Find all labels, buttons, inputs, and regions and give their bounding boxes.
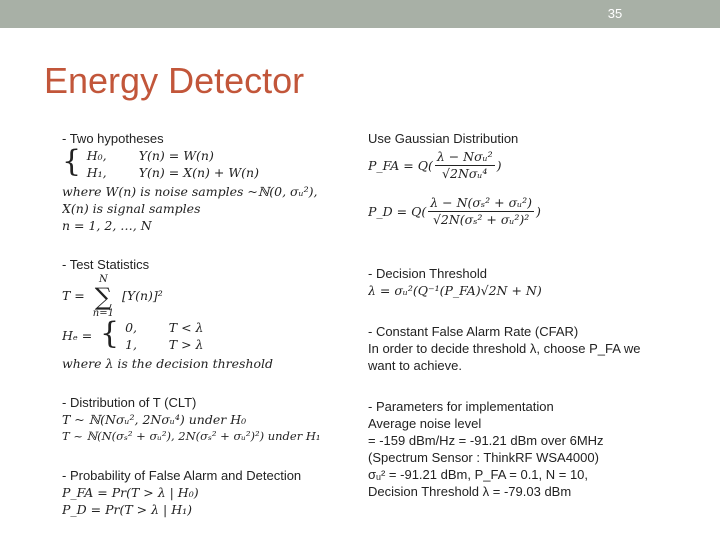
pd-definition: P_D = Pr(T > λ | H₁) bbox=[62, 502, 192, 517]
slide-title: Energy Detector bbox=[44, 60, 305, 101]
decision-case-0: 0, T < λ bbox=[125, 320, 204, 335]
parameters-heading: - Parameters for implementation bbox=[368, 399, 554, 414]
signal-definition: X(n) is signal samples bbox=[62, 201, 201, 216]
decision-brace: { bbox=[99, 316, 120, 351]
sum-upper: N bbox=[99, 273, 108, 285]
threshold-equation: λ = σᵤ²(Q⁻¹(P_FA)√2N + N) bbox=[368, 283, 542, 298]
average-noise-label: Average noise level bbox=[368, 416, 482, 431]
left-brace: { bbox=[62, 144, 82, 179]
distribution-heading: - Distribution of T (CLT) bbox=[62, 395, 197, 410]
h0-equation: Y(n) = W(n) bbox=[138, 148, 214, 163]
sum-lower: n=1 bbox=[92, 307, 114, 319]
n-range: n = 1, 2, …, N bbox=[62, 218, 152, 233]
decision-rule bbox=[62, 316, 352, 355]
sigma-symbol: ∑ bbox=[94, 282, 112, 311]
hypotheses-heading: - Two hypotheses bbox=[62, 131, 164, 146]
top-banner bbox=[0, 0, 720, 28]
pd-numerator: λ − N(σₛ² + σᵤ²) bbox=[430, 195, 532, 210]
pd-fraction bbox=[428, 195, 534, 228]
noise-value: = -159 dBm/Hz = -91.21 dBm over 6MHz bbox=[368, 433, 604, 448]
pfa-lhs: P_FA = Q( bbox=[368, 158, 433, 173]
left-column bbox=[62, 130, 352, 522]
parameters-line: σᵤ² = -91.21 dBm, P_FA = 0.1, N = 10, bbox=[368, 467, 589, 482]
cfar-heading: - Constant False Alarm Rate (CFAR) bbox=[368, 324, 579, 339]
pfa-numerator: λ − Nσᵤ² bbox=[436, 149, 493, 164]
pfa-definition: P_FA = Pr(T > λ | H₀) bbox=[62, 485, 199, 500]
pfa-close: ) bbox=[496, 158, 502, 173]
pfa-denominator: √2Nσᵤ⁴ bbox=[442, 166, 488, 181]
right-column bbox=[368, 130, 668, 522]
decision-case-1: 1, T > λ bbox=[125, 337, 204, 352]
pfa-fraction bbox=[435, 149, 495, 182]
noise-definition: where W(n) is noise samples ~ℕ(0, σᵤ²), bbox=[62, 184, 318, 199]
he-lhs: Hₑ = bbox=[62, 328, 93, 343]
decision-cases bbox=[125, 319, 203, 353]
page-number: 35 bbox=[607, 6, 623, 21]
probability-heading: - Probability of False Alarm and Detection bbox=[62, 468, 302, 483]
h1-equation: Y(n) = X(n) + W(n) bbox=[138, 165, 259, 180]
sensor-name: (Spectrum Sensor : ThinkRF WSA4000) bbox=[368, 450, 599, 465]
pfa-formula bbox=[368, 149, 668, 189]
gaussian-heading: Use Gaussian Distribution bbox=[368, 131, 519, 146]
test-statistic-formula bbox=[62, 273, 352, 319]
threshold-value: Decision Threshold λ = -79.03 dBm bbox=[368, 484, 572, 499]
cfar-line-2: want to achieve. bbox=[368, 358, 462, 373]
lambda-definition: where λ is the decision threshold bbox=[62, 356, 274, 371]
t-lhs: T = bbox=[62, 288, 85, 303]
cases-block bbox=[87, 147, 259, 181]
pd-close: ) bbox=[535, 204, 541, 219]
h1-label: H₁, bbox=[86, 165, 107, 180]
distribution-h1: T ~ ℕ(N(σₛ² + σᵤ²), 2N(σₛ² + σᵤ²)²) under H₁ bbox=[62, 429, 321, 443]
h0-label: H₀, bbox=[86, 148, 107, 163]
pd-lhs: P_D = Q( bbox=[368, 204, 427, 219]
hypotheses-cases bbox=[62, 144, 352, 183]
pd-denominator: √2N(σₛ² + σᵤ²)² bbox=[432, 212, 530, 227]
test-statistics-heading: - Test Statistics bbox=[62, 257, 150, 272]
cfar-line-1: In order to decide threshold λ, choose P_FA we bbox=[368, 341, 641, 356]
pd-formula bbox=[368, 195, 668, 235]
summation bbox=[93, 275, 114, 319]
t-rhs: [Y(n)]² bbox=[121, 288, 163, 303]
threshold-heading: - Decision Threshold bbox=[368, 266, 487, 281]
distribution-h0: T ~ ℕ(Nσᵤ², 2Nσᵤ⁴) under H₀ bbox=[62, 412, 247, 427]
